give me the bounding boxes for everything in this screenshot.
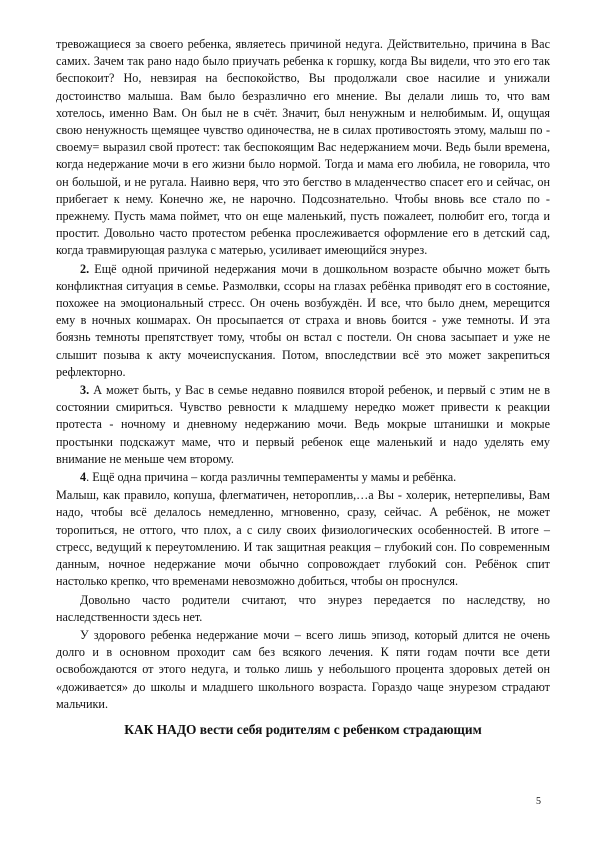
paragraph-cause-3 — [56, 382, 550, 468]
paragraph-cause-2 — [56, 261, 550, 381]
paragraph-healthy-child — [56, 627, 550, 713]
paragraph-text: Довольно часто родители считают, что энурез передается по наследству, но наследственности здесь нет. — [56, 592, 550, 624]
paragraph-text: Малыш, как правило, копуша, флегматичен, нетороплив,…а Вы - холерик, нетерпеливы, Вам надо, чтобы всё делалось немедленно, мгновенно, сразу, сейчас. А ребёнок, не может торопиться, не оттого, что плох, а с силу своих физиологических особенностей. В итоге – стресс, ведущий к переутомлению. И так защитная реакция – глубокий сон. По современным данным, ночное недержание мочи обычно сопровождает глубокий сон. Ребёнок спит настолько крепко, что временами невозможно добиться, чтобы он проснулся. — [56, 488, 550, 589]
section-heading: КАК НАДО вести себя родителям с ребенком страдающим — [124, 721, 482, 737]
paragraph-text: . Ещё одна причина – когда различны темпераменты у мамы и ребёнка. — [86, 470, 457, 485]
paragraph-number: 4 — [80, 470, 87, 485]
paragraph-heredity — [56, 592, 550, 626]
paragraph-cause-1-continued — [56, 36, 550, 260]
paragraph-text: У здорового ребенка недержание мочи – всего лишь эпизод, который длится не очень долго и в основном проходит сам без всякого лечения. К пяти годам почти все дети освобождаются от этого недуга, и только лишь у небольшого процента здоровых детей он «доживается» до школы и младшего школьного возраста. Гораздо чаще энурезом страдают мальчики. — [56, 627, 550, 711]
paragraph-number: 3. — [80, 383, 90, 398]
paragraph-text: Ещё одной причиной недержания мочи в дошкольном возрасте обычно может быть конфликтная ситуация в семье. Размолвки, ссоры на глазах ребёнка приводят его в состояние, похожее на эмоциональный стресс. Он очень возбуждён. И все, что было днем, мерещится ему в ночных кошмарах. Он просыпается от страха и вновь боится - уже темноты. И эта боязнь темноты препятствует тому, чтобы он встал с постели. Он снова засыпает и уже не слышит позыва к акту мочеиспускания. Потом, впоследствии всё это может закрепиться рефлекторно. — [56, 261, 550, 379]
paragraph-temperament — [56, 487, 550, 590]
paragraph-text: А может быть, у Вас в семье недавно появился второй ребенок, и первый с этим не в состоянии смириться. Чувство ревности к младшему нередко может привести к реакции протеста - ночному и дневному недержанию мочи. Ведь мокрые штанишки и мокрые простынки подскажут маме, что и первый ребенок еще маленький и надо уделять ему внимание не меньше чем второму. — [56, 383, 550, 466]
paragraph-cause-4 — [56, 469, 550, 486]
page-number: 5 — [536, 796, 541, 807]
paragraph-text: тревожащиеся за своего ребенка, являетесь причиной недуга. Действительно, причина в Вас самих. Зачем так рано надо было приучать ребенка к горшку, когда Вы видели, что это его так беспокоит? Но, невзирая на беспокойство, Вы продолжали свое насилие и унижали достоинство малыша. Вам было безразлично его мнение. Вы делали лишь то, что вам хотелось, именно Вам. Он был не в счёт. Значит, был ненужным и нелюбимым. И, ощущая свою ненужность щемящее чувство одиночества, не в силах противостоять этому, малыш по - своему= выразил свой протест: так беспокоящим Вас недержанием мочи. Ведь были времена, когда недержание мочи в его жизни было нормой. Тогда и мама его любила, не говорила, что он большой, и не ругала. Наивно веря, что это бегство в младенчество спасет его и сейчас, он прибегает к нему. Конечно же, не нарочно. Подсознательно. Чтобы вновь все стало по - прежнему. Пусть мама поймет, что он еще маленький, пусть пожалеет, полюбит его, тогда и простит. Довольно часто протестом ребенка прослеживается оформление его в детский сад, когда травмирующая разлука с матерью, усиливает имеющийся энурез. — [56, 37, 550, 258]
paragraph-number: 2. — [80, 261, 90, 276]
document-page — [56, 36, 550, 739]
